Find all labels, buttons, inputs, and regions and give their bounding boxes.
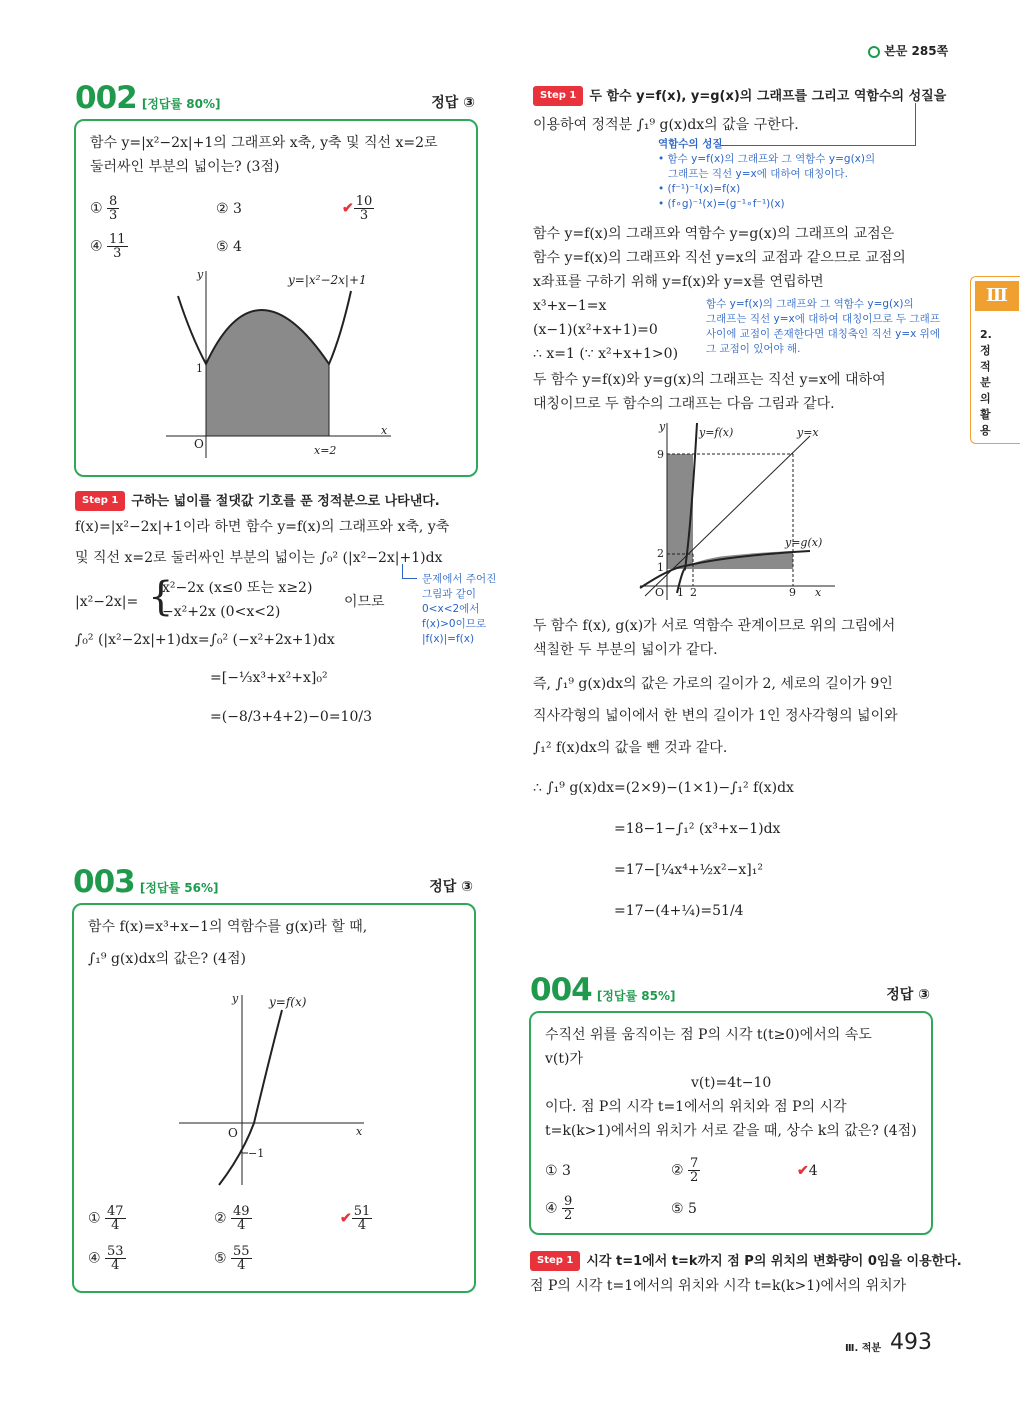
note-connector (720, 103, 916, 146)
step-tag: Step 1 (533, 86, 583, 106)
label-y2: 2 (657, 547, 664, 560)
question-line-4: 이다. 점 P의 시각 t=1에서의 위치와 점 P의 시각 (545, 1099, 847, 1115)
right-line-5: x좌표를 구하기 위해 y=f(x)와 y=x를 연립하면 (533, 274, 824, 290)
right-line-12: ∫₁² f(x)dx의 값을 뺀 것과 같다. (533, 740, 728, 756)
question-line-1: 함수 y=|x²−2x|+1의 그래프와 x축, y축 및 직선 x=2로 (90, 135, 438, 151)
graph-002 (156, 266, 396, 461)
symmetry-note: 함수 y=f(x)의 그래프와 그 역함수 y=g(x)의 그래프는 직선 y=x에 대하여 대칭이므로 두 그래프 사이에 교점이 존재한다면 대칭축인 직선 y=x 위에 그 교점이 있어야 해. (706, 298, 940, 355)
step-title: 구하는 넓이를 절댓값 기호를 푼 정적분으로 나타낸다. (131, 494, 440, 509)
label-y1: 1 (657, 561, 664, 574)
label-o: O (655, 586, 665, 599)
right-eq-3: ∴ x=1 (∵ x²+x+1>0) (533, 346, 679, 362)
problem-004-box (529, 1011, 933, 1235)
y-label: y (197, 268, 204, 281)
abs-def-case-1: x²−2x (x≤0 또는 x≥2) (162, 580, 313, 596)
right-line-11: 직사각형의 넓이에서 한 변의 길이가 1인 정사각형의 넓이와 (533, 708, 898, 724)
shaded-f-region (667, 454, 693, 569)
answer: 정답 ③ (886, 987, 930, 1003)
right-line-3: 함수 y=f(x)의 그래프와 역함수 y=g(x)의 그래프의 교점은 (533, 226, 895, 242)
label-yx: y=x (797, 426, 819, 439)
step-line-1: 두 함수 y=f(x), y=g(x)의 그래프를 그리고 역함수의 성질을 (589, 89, 947, 104)
problem-number: 003 (73, 864, 135, 900)
circle-icon (868, 46, 880, 58)
choice-5[interactable]: ⑤ $\frac{55}{4}$ (214, 1244, 250, 1273)
choice-1[interactable]: ① $\frac{47}{4}$ (88, 1204, 124, 1233)
correct-rate: [정답률 85%] (596, 989, 676, 1003)
label-yf: y=f(x) (699, 426, 734, 439)
inverse-properties-note: 역함수의 성질 • 함수 y=f(x)의 그래프와 그 역함수 y=g(x)의 그래프는 직선 y=x에 대하여 대칭이다. • (f⁻¹)⁻¹(x)=f(x) • (f∘g)⁻¹(x)=(g⁻¹∘f⁻¹)(x) (658, 138, 876, 210)
solution-002-line-1: f(x)=|x²−2x|+1이라 하면 함수 y=f(x)의 그래프와 x축, y축 (75, 519, 450, 535)
question-line-5: t=k(k>1)에서의 위치가 서로 같을 때, 상수 k의 값은? (4점) (545, 1123, 917, 1139)
step1-002 (75, 491, 440, 511)
problem-number: 004 (530, 972, 592, 1008)
x2-label: x=2 (314, 444, 337, 457)
x-label: x (381, 424, 388, 437)
m1-label: −1 (248, 1147, 265, 1160)
x-label: x (356, 1125, 363, 1138)
page-number: 493 (890, 1330, 932, 1355)
label-yg: y=g(x) (785, 536, 823, 549)
question-line-1: 수직선 위를 움직이는 점 P의 시각 t(t≥0)에서의 속도 (545, 1027, 872, 1043)
y1-label: 1 (196, 362, 203, 375)
right-eq-1: x³+x−1=x (533, 298, 607, 314)
label-x1: 1 (677, 586, 684, 599)
right-eq-2: (x−1)(x²+x+1)=0 (533, 322, 658, 338)
step1-004 (530, 1251, 962, 1271)
footer-chapter: Ⅲ. 적분 (845, 1343, 882, 1354)
right-line-6: 두 함수 y=f(x)와 y=g(x)의 그래프는 직선 y=x에 대하여 (533, 372, 886, 388)
problem-002-box (74, 119, 478, 477)
solution-004-line-2: 점 P의 시각 t=1에서의 위치와 시각 t=k(k>1)에서의 위치가 (530, 1278, 907, 1294)
chapter-roman: Ⅲ (975, 281, 1019, 311)
choice-2[interactable]: ② 3 (216, 201, 242, 217)
question-line-3: v(t)=4t−10 (691, 1075, 772, 1091)
problem-003-box (72, 903, 476, 1293)
step-title: 시각 t=1에서 t=k까지 점 P의 위치의 변화량이 0임을 이용한다. (586, 1254, 962, 1269)
step-line-2: 이용하여 정적분 ∫₁⁹ g(x)dx의 값을 구한다. (533, 117, 799, 133)
step-tag: Step 1 (75, 491, 125, 511)
correct-rate: [정답률 80%] (141, 97, 221, 111)
chapter-tab (970, 276, 1020, 444)
graph-003 (174, 990, 374, 1190)
correct-rate: [정답률 56%] (139, 881, 219, 895)
label-y: y (659, 420, 666, 433)
abs-def-brace: { (148, 574, 174, 620)
choice-5[interactable]: ⑤ 5 (671, 1201, 697, 1217)
choice-4[interactable]: ④ $\frac{11}{3}$ (90, 232, 126, 261)
page-reference: 본문 285쪽 (868, 42, 948, 59)
abs-def-post: 이므로 (344, 594, 385, 610)
choice-1[interactable]: ① 3 (545, 1163, 571, 1179)
step-tag: Step 1 (530, 1251, 580, 1271)
calc-2: =18−1−∫₁² (x³+x−1)dx (614, 821, 781, 837)
choice-4[interactable]: ④ $\frac{53}{4}$ (88, 1244, 124, 1273)
choice-3[interactable]: ✔ $\frac{10}{3}$ (342, 194, 373, 223)
right-line-9: 색칠한 두 부분의 넓이가 같다. (533, 642, 718, 658)
calc-1: ∴ ∫₁⁹ g(x)dx=(2×9)−(1×1)−∫₁² f(x)dx (533, 780, 794, 796)
check-mark-icon: ✔ (342, 200, 354, 217)
calc-3: =17−[¼x⁴+½x²−x]₁² (614, 862, 763, 878)
label-y9: 9 (657, 448, 664, 461)
choice-2[interactable]: ② $\frac{49}{4}$ (214, 1204, 250, 1233)
choice-2[interactable]: ② $\frac{7}{2}$ (671, 1156, 699, 1185)
label-x9: 9 (789, 586, 796, 599)
question-line-2: 둘러싸인 부분의 넓이는? (3점) (90, 159, 280, 175)
choice-3[interactable]: ✔ $\frac{51}{4}$ (340, 1204, 371, 1233)
problem-002-header (75, 80, 475, 116)
right-line-4: 함수 y=f(x)의 그래프와 직선 y=x의 교점과 같으므로 교점의 (533, 250, 906, 266)
question-line-2: v(t)가 (545, 1051, 583, 1067)
choice-3[interactable]: ✔4 (797, 1163, 818, 1179)
calc-4: =17−(4+¼)=51/4 (614, 903, 744, 919)
check-mark-icon: ✔ (797, 1163, 809, 1179)
choice-4[interactable]: ④ $\frac{9}{2}$ (545, 1194, 573, 1223)
right-line-10: 즉, ∫₁⁹ g(x)dx의 값은 가로의 길이가 2, 세로의 길이가 9인 (533, 676, 893, 692)
question-line-2: ∫₁⁹ g(x)dx의 값은? (4점) (88, 951, 246, 967)
shaded-area (206, 310, 329, 436)
label-x: x (815, 586, 822, 599)
right-line-8: 두 함수 f(x), g(x)가 서로 역함수 관계이므로 위의 그림에서 (533, 618, 896, 634)
origin-label: O (228, 1126, 238, 1140)
choice-1[interactable]: ① $\frac{8}{3}$ (90, 194, 118, 223)
label-x2: 2 (690, 586, 697, 599)
answer: 정답 ③ (431, 95, 475, 111)
problem-number: 002 (75, 80, 137, 116)
section-label: 2. 정적분의 활용 (980, 328, 992, 437)
problem-004-header (530, 972, 930, 1008)
graph-inverse (635, 418, 845, 603)
integral-002-1: ∫₀² (|x²−2x|+1)dx=∫₀² (−x²+2x+1)dx (75, 632, 335, 648)
y-label: y (232, 992, 239, 1005)
integral-002-2: =[−⅓x³+x²+x]₀² (210, 670, 328, 686)
choice-5[interactable]: ⑤ 4 (216, 239, 242, 255)
answer: 정답 ③ (429, 879, 473, 895)
check-mark-icon: ✔ (340, 1210, 352, 1227)
right-line-7: 대칭이므로 두 함수의 그래프는 다음 그림과 같다. (533, 396, 835, 412)
abs-def-label: |x²−2x|= (75, 594, 139, 610)
curve-label: y=f(x) (269, 995, 307, 1009)
origin-label: O (194, 437, 204, 451)
curve-label: y=|x²−2x|+1 (288, 273, 367, 287)
note-002: 문제에서 주어진 그림과 같이 0<x<2에서 f(x)>0이므로 |f(x)|=f(x) (402, 572, 496, 647)
abs-def-case-2: −x²+2x (0<x<2) (162, 604, 281, 620)
note-arrow (402, 564, 417, 579)
integral-002-3: =(−8/3+4+2)−0=10/3 (210, 709, 372, 725)
problem-003-header (73, 864, 473, 900)
question-line-1: 함수 f(x)=x³+x−1의 역함수를 g(x)라 할 때, (88, 919, 368, 935)
solution-002-line-2: 및 직선 x=2로 둘러싸인 부분의 넓이는 ∫₀² (|x²−2x|+1)dx (75, 550, 443, 566)
